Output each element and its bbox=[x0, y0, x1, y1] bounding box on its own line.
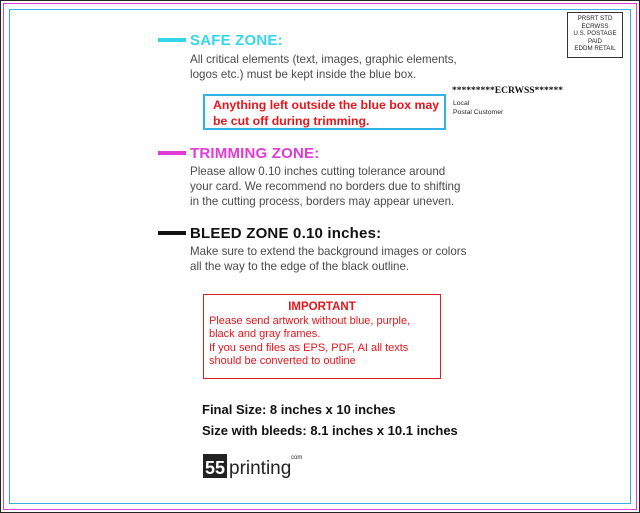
text-line: your card. We recommend no borders due to shifting bbox=[190, 180, 461, 194]
safe-zone-bar bbox=[158, 38, 186, 42]
trim-zone-title: TRIMMING ZONE: bbox=[190, 145, 320, 162]
warning-line: be cut off during trimming. bbox=[213, 114, 370, 128]
logo-number: 55 bbox=[204, 458, 226, 478]
postage-line: EDDM RETAIL bbox=[574, 45, 616, 53]
text-line: logos etc.) must be kept inside the blue box. bbox=[190, 68, 417, 82]
logo-com: com bbox=[291, 455, 303, 461]
bleed-zone-title: BLEED ZONE 0.10 inches: bbox=[190, 225, 382, 242]
postage-line: U.S. POSTAGE bbox=[573, 30, 617, 38]
text-line: All critical elements (text, images, graphic elements, bbox=[190, 53, 457, 66]
bleed-size: Size with bleeds: 8.1 inches x 10.1 inches bbox=[202, 423, 458, 438]
text-line: Make sure to extend the background images or colors bbox=[190, 245, 467, 258]
important-line: should be converted to outline bbox=[209, 354, 356, 367]
postage-line: ECRWSS bbox=[581, 22, 609, 30]
postage-line: PAID bbox=[588, 37, 602, 45]
printing-logo bbox=[203, 452, 313, 480]
text-line: in the cutting process, borders may appear uneven. bbox=[190, 195, 455, 209]
trim-zone-bar bbox=[158, 151, 186, 155]
address-line: Local bbox=[453, 100, 470, 107]
address-line: Postal Customer bbox=[453, 108, 504, 116]
warning-line: Anything left outside the blue box may bbox=[213, 98, 440, 112]
text-line: all the way to the edge of the black outline. bbox=[190, 260, 410, 274]
important-box bbox=[203, 294, 441, 379]
final-size: Final Size: 8 inches x 10 inches bbox=[202, 402, 396, 417]
bleed-zone-bar bbox=[158, 231, 186, 235]
trim-zone-text bbox=[190, 164, 460, 210]
bleed-zone-text bbox=[190, 244, 466, 274]
address-block bbox=[453, 100, 503, 117]
postage-indicia bbox=[567, 12, 623, 58]
important-line: If you send files as EPS, PDF, AI all texts bbox=[209, 342, 409, 355]
safe-zone-text bbox=[190, 52, 457, 82]
text-line: Please allow 0.10 inches cutting tolerance around bbox=[190, 165, 446, 178]
important-line: black and gray frames. bbox=[209, 327, 321, 340]
postage-line: PRSRT STD bbox=[577, 15, 613, 22]
safe-zone-title: SAFE ZONE: bbox=[190, 32, 283, 49]
important-title: IMPORTANT bbox=[288, 301, 356, 313]
logo-word: printing bbox=[229, 458, 292, 479]
warning-box bbox=[203, 94, 446, 130]
important-line: Please send artwork without blue, purple, bbox=[209, 315, 411, 328]
ecrwss-line: *********ECRWSS****** bbox=[452, 86, 564, 96]
